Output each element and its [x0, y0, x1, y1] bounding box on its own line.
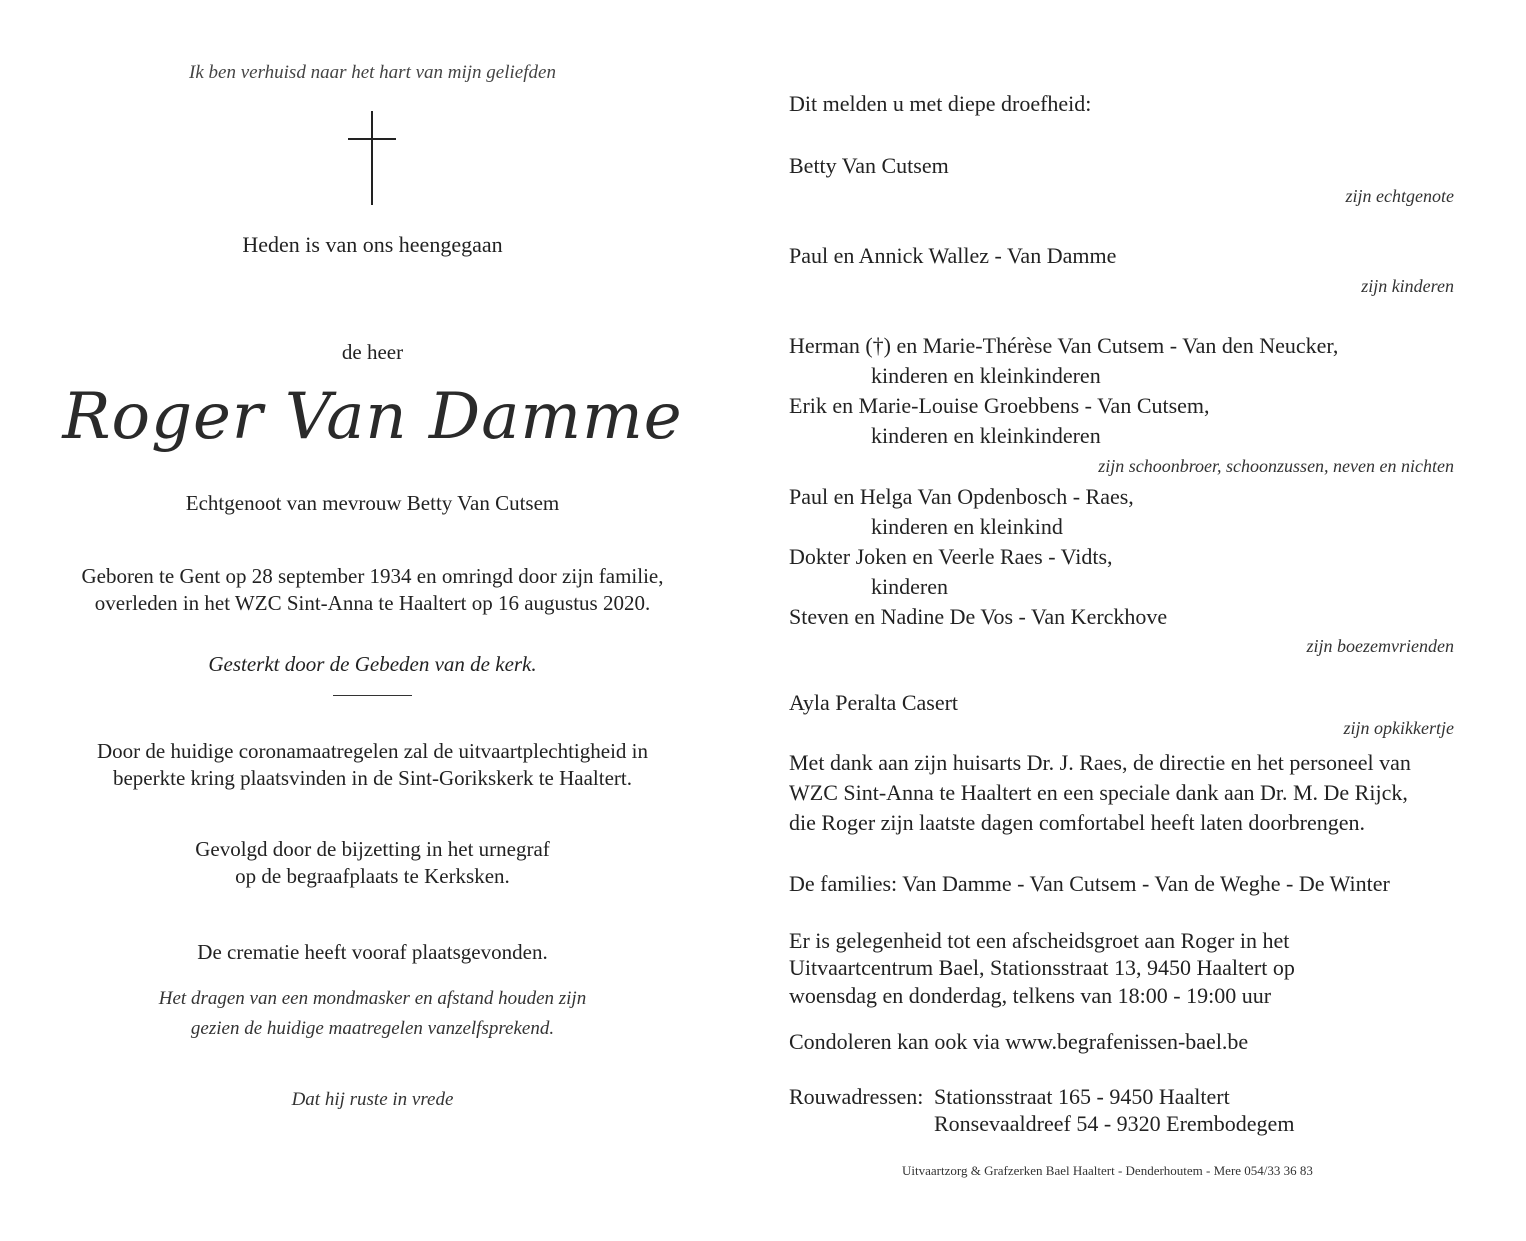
inlaw-line-4: kinderen en kleinkinderen [871, 423, 1101, 448]
thanks-line-1: Met dank aan zijn huisarts Dr. J. Raes, de directie en het personeel van [789, 750, 1411, 775]
pet-name: Ayla Peralta Casert [789, 690, 959, 715]
friend-line-5: Steven en Nadine De Vos - Van Kerckhove [789, 604, 1168, 629]
farewell-line-2: Uitvaartcentrum Bael, Stationsstraat 13, 9450 Haaltert op [789, 955, 1295, 980]
inlaws-relation: zijn schoonbroer, schoonzussen, neven en nichten [1098, 456, 1454, 476]
thanks-line-3: die Roger zijn laatste dagen comfortabel heeft laten doorbrengen. [789, 810, 1366, 835]
condolences-line: Condoleren kan ook via www.begrafenissen-bael.be [789, 1029, 1249, 1054]
friends-relation: zijn boezemvrienden [1306, 636, 1454, 656]
friend-line-3: Dokter Joken en Veerle Raes - Vidts, [789, 544, 1113, 569]
children-names: Paul en Annick Wallez - Van Damme [789, 243, 1117, 268]
friend-line-2: kinderen en kleinkind [871, 514, 1063, 539]
rest-line: Dat hij ruste in vrede [291, 1089, 454, 1110]
burial-line-2: op de begraafplaats te Kerksken. [235, 864, 510, 888]
wife-name: Betty Van Cutsem [789, 153, 949, 178]
mask-note-2: gezien de huidige maatregelen vanzelfsprekend. [190, 1018, 555, 1039]
birth-line: Geboren te Gent op 28 september 1934 en omringd door zijn familie, [81, 564, 664, 588]
strengthened-line: Gesterkt door de Gebeden van de kerk. [208, 652, 537, 676]
address-1: Stationsstraat 165 - 9450 Haaltert [934, 1084, 1230, 1109]
friend-line-1: Paul en Helga Van Opdenbosch - Raes, [789, 484, 1134, 509]
families-line: De families: Van Damme - Van Cutsem - Van de Weghe - De Winter [789, 871, 1390, 896]
inlaw-line-1: Herman (†) en Marie-Thérèse Van Cutsem - Van den Neucker, [789, 333, 1339, 358]
burial-line-1: Gevolgd door de bijzetting in het urnegraf [195, 837, 550, 861]
address-2: Ronsevaaldreef 54 - 9320 Erembodegem [934, 1111, 1295, 1136]
inlaw-line-2: kinderen en kleinkinderen [871, 363, 1101, 388]
friend-line-4: kinderen [871, 574, 948, 599]
deceased-name: Roger Van Damme [62, 380, 683, 454]
intro-text: Heden is van ons heengegaan [242, 232, 503, 257]
mask-note-1: Het dragen van een mondmasker en afstand houden zijn [158, 988, 587, 1009]
farewell-line-1: Er is gelegenheid tot een afscheidsgroet aan Roger in het [789, 928, 1290, 953]
spouse-line: Echtgenoot van mevrouw Betty Van Cutsem [185, 491, 560, 515]
wife-relation: zijn echtgenote [1345, 186, 1454, 206]
divider [333, 695, 412, 696]
children-relation: zijn kinderen [1361, 276, 1454, 296]
corona-line-2: beperkte kring plaatsvinden in de Sint-Gorikskerk te Haaltert. [112, 766, 632, 790]
corona-line-1: Door de huidige coronamaatregelen zal de uitvaartplechtigheid in [96, 739, 649, 763]
motto: Ik ben verhuisd naar het hart van mijn geliefden [189, 62, 556, 83]
death-line: overleden in het WZC Sint-Anna te Haaltert op 16 augustus 2020. [94, 591, 651, 615]
thanks-line-2: WZC Sint-Anna te Haaltert en een speciale dank aan Dr. M. De Rijck, [789, 780, 1408, 805]
honorific: de heer [341, 340, 404, 364]
cremation-line: De crematie heeft vooraf plaatsgevonden. [197, 940, 548, 964]
funeral-home-footer: Uitvaartzorg & Grafzerken Bael Haaltert - Denderhoutem - Mere 054/33 36 83 [902, 1163, 1313, 1178]
inlaw-line-3: Erik en Marie-Louise Groebbens - Van Cutsem, [789, 393, 1210, 418]
farewell-line-3: woensdag en donderdag, telkens van 18:00 - 19:00 uur [789, 983, 1272, 1008]
pet-relation: zijn opkikkertje [1343, 718, 1454, 738]
announce-line: Dit melden u met diepe droefheid: [789, 91, 1092, 116]
addresses-label: Rouwadressen: [789, 1084, 924, 1109]
